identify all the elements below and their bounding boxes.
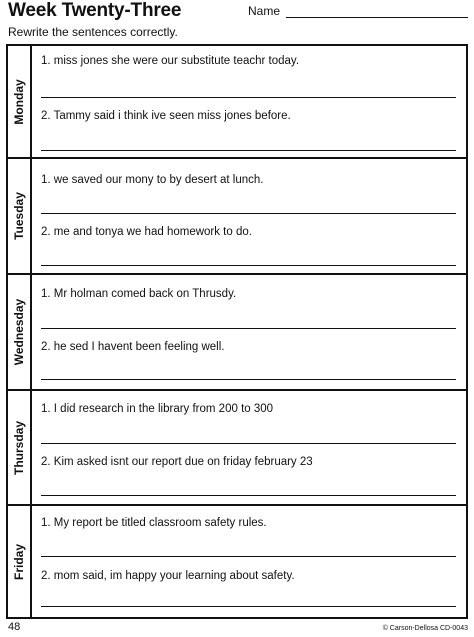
- answer-line-1[interactable]: [41, 97, 456, 98]
- answer-line-1[interactable]: [41, 328, 456, 329]
- page-title: Week Twenty-Three: [8, 0, 182, 21]
- name-label: Name: [248, 4, 281, 18]
- answer-line-1[interactable]: [41, 213, 456, 214]
- sentence-2: 2. me and tonya we had homework to do.: [41, 226, 252, 238]
- day-column: [8, 506, 32, 617]
- day-column: [8, 159, 32, 273]
- day-label-wednesday: Wednesday: [12, 298, 26, 366]
- name-line[interactable]: [286, 17, 468, 18]
- answer-line-1[interactable]: [41, 443, 456, 444]
- day-label-monday: Monday: [12, 78, 26, 125]
- instructions: Rewrite the sentences correctly.: [8, 25, 178, 39]
- answer-line-2[interactable]: [41, 265, 456, 266]
- sentence-2: 2. Tammy said i think ive seen miss jones before.: [41, 110, 291, 122]
- sentence-1: 1. Mr holman comed back on Thrusdy.: [41, 288, 237, 300]
- section-friday: [6, 504, 468, 619]
- day-column: [8, 391, 32, 504]
- section-wednesday: [6, 273, 468, 391]
- answer-line-2[interactable]: [41, 379, 456, 380]
- answer-line-2[interactable]: [41, 606, 456, 607]
- sentence-1: 1. I did research in the library from 200 to 300: [41, 403, 274, 415]
- section-thursday: [6, 389, 468, 506]
- copyright-notice: © Carson-Dellosa CD-0043: [382, 625, 468, 632]
- sentence-2: 2. Kim asked isnt our report due on friday february 23: [41, 456, 313, 468]
- section-monday: [6, 44, 468, 159]
- page-number: 48: [8, 621, 21, 633]
- sentence-2: 2. he sed I havent been feeling well.: [41, 341, 225, 353]
- answer-line-1[interactable]: [41, 556, 456, 557]
- answer-line-2[interactable]: [41, 150, 456, 151]
- name-field[interactable]: [248, 4, 468, 20]
- day-label-tuesday: Tuesday: [12, 192, 26, 240]
- day-label-friday: Friday: [12, 543, 26, 580]
- sentence-2: 2. mom said, im happy your learning about safety.: [41, 570, 295, 582]
- day-column: [8, 46, 32, 157]
- section-tuesday: [6, 157, 468, 275]
- day-label-thursday: Thursday: [12, 420, 26, 475]
- answer-line-2[interactable]: [41, 495, 456, 496]
- sentence-1: 1. My report be titled classroom safety rules.: [41, 517, 267, 529]
- sentence-1: 1. we saved our mony to by desert at lunch.: [41, 174, 264, 186]
- sentence-1: 1. miss jones she were our substitute teachr today.: [41, 55, 300, 67]
- day-column: [8, 275, 32, 389]
